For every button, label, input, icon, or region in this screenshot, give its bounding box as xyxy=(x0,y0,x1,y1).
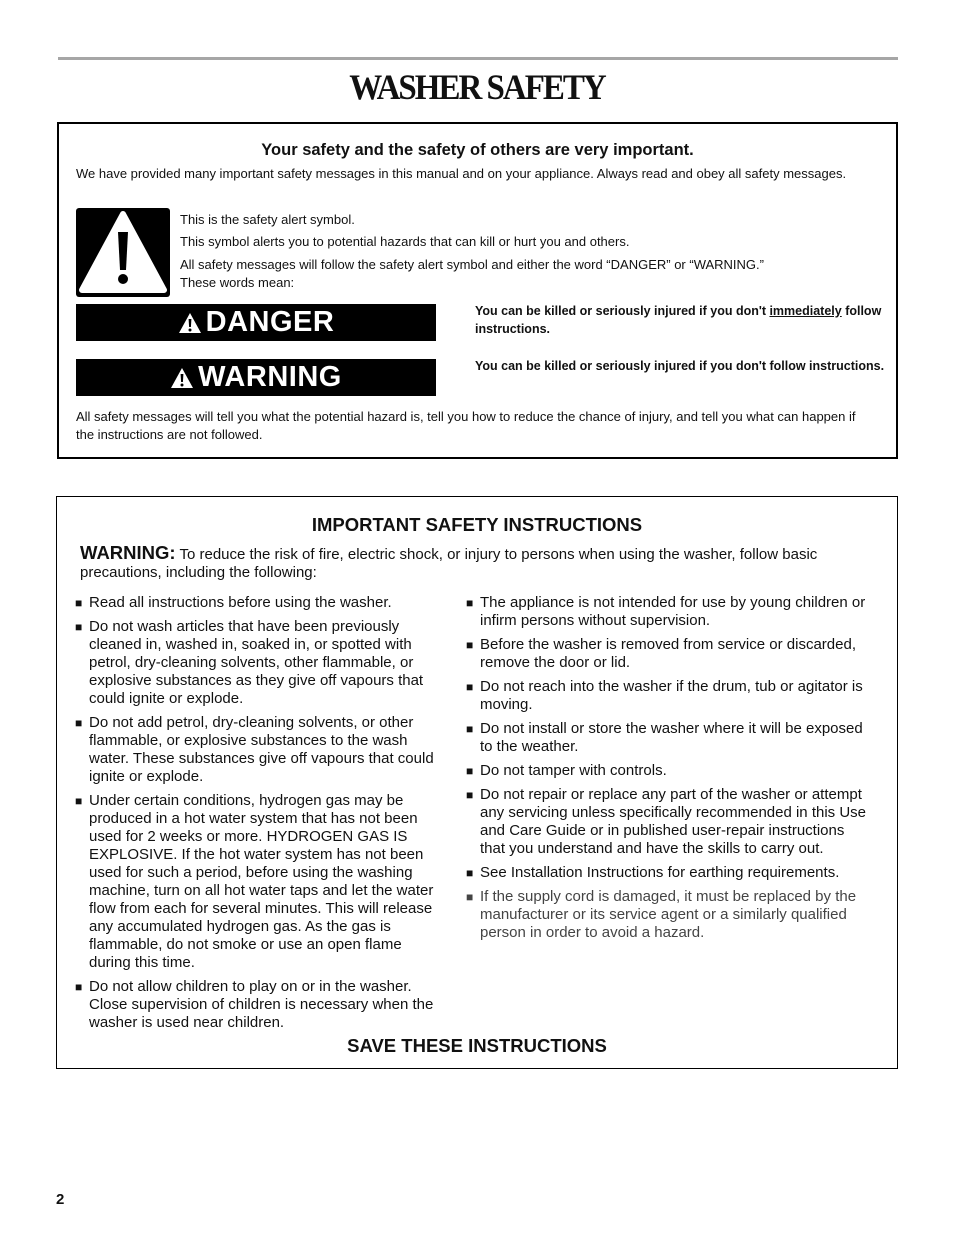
warning-desc-end: instructions. xyxy=(805,359,885,373)
list-item-text: Read all instructions before using the washer. xyxy=(89,594,392,611)
bullet-square-icon: ■ xyxy=(466,722,474,736)
warning-inline-text: To reduce the risk of fire, electric shock, or injury to persons when using the washer, follow basic precautions, including the following: xyxy=(80,546,818,581)
bullet-square-icon: ■ xyxy=(466,866,474,880)
list-item-text: Do not add petrol, dry-cleaning solvents, or other flammable, or explosive substances to the wash water. These substances give off vapours that could ignite or explode. xyxy=(89,714,434,785)
page-number: 2 xyxy=(56,1191,65,1208)
danger-desc-emphasis: immediately xyxy=(769,304,842,318)
save-instructions-footer: SAVE THESE INSTRUCTIONS xyxy=(347,1035,607,1056)
safety-intro-box xyxy=(57,122,898,459)
bullet-square-icon: ■ xyxy=(75,794,83,808)
danger-description xyxy=(475,302,890,338)
warning-label: WARNING xyxy=(198,361,342,393)
safety-intro-heading: Your safety and the safety of others are very important. xyxy=(261,141,694,159)
list-item xyxy=(75,792,435,972)
list-item xyxy=(75,618,435,708)
safety-instructions-box xyxy=(56,496,898,1069)
instructions-warning xyxy=(80,544,870,582)
list-item xyxy=(466,720,866,756)
list-item-text: Before the washer is removed from service or discarded, remove the door or lid. xyxy=(480,636,856,671)
top-rule xyxy=(58,57,898,60)
list-item-text: Do not wash articles that have been previously cleaned in, washed in, soaked in, or spotted with petrol, dry-cleaning solvents, other flammable, or explosive substances as they give off vapours that could ignite or explode. xyxy=(89,618,424,707)
symbol-line-4: These words mean: xyxy=(180,275,295,290)
bullet-square-icon: ■ xyxy=(466,764,474,778)
symbol-line-1: This is the safety alert symbol. xyxy=(180,212,355,227)
warning-inline-label: WARNING: xyxy=(80,542,176,563)
page-title: WASHER SAFETY xyxy=(349,68,605,108)
list-item-text: Do not install or store the washer where it will be exposed to the weather. xyxy=(480,720,863,755)
danger-banner xyxy=(76,304,436,341)
danger-label: DANGER xyxy=(205,306,335,338)
list-item-text: Do not allow children to play on or in the washer. Close supervision of children is necessary when the washer is used near children. xyxy=(89,978,434,1031)
bullet-square-icon: ■ xyxy=(75,620,83,634)
warning-description xyxy=(475,357,890,375)
warning-desc-emphasis: follow xyxy=(769,359,806,373)
bullet-square-icon: ■ xyxy=(466,890,474,904)
warning-banner xyxy=(76,359,436,396)
list-item-text: Under certain conditions, hydrogen gas may be produced in a hot water system that has not been used for 2 weeks or more. HYDROGEN GAS IS EXPLOSIVE. If the hot water system has not been used for such a period, before using the washing machine, turn on all hot water taps and let the water flow from each for several minutes. This will release any accumulated hydrogen gas. As the gas is flammable, do not smoke or use an open flame during this time. xyxy=(89,792,434,971)
bullet-square-icon: ■ xyxy=(75,980,83,994)
bullet-square-icon: ■ xyxy=(466,638,474,652)
list-item xyxy=(466,864,866,882)
danger-desc-text: You can be killed or seriously injured if you don't xyxy=(475,304,770,318)
danger-desc-end: follow instructions. xyxy=(475,304,882,336)
list-item xyxy=(75,978,435,1032)
list-item xyxy=(75,594,435,612)
instructions-left-column xyxy=(75,594,435,1038)
list-item-text: If the supply cord is damaged, it must be replaced by the manufacturer or its service agent or a similarly qualified person in order to avoid a hazard. xyxy=(480,888,857,941)
list-item-text: See Installation Instructions for earthing requirements. xyxy=(480,864,840,881)
bullet-square-icon: ■ xyxy=(466,680,474,694)
list-item-text: Do not tamper with controls. xyxy=(480,762,667,779)
instructions-right-column xyxy=(466,594,866,948)
safety-intro-footer: All safety messages will tell you what the potential hazard is, tell you how to reduce the chance of injury, and tell you what can happen if the instructions are not followed. xyxy=(76,409,856,442)
list-item xyxy=(466,786,866,858)
list-item xyxy=(466,636,866,672)
warning-desc-text: You can be killed or seriously injured if you don't xyxy=(475,359,770,373)
symbol-line-3: All safety messages will follow the safety alert symbol and either the word “DANGER” or “WARNING.” xyxy=(180,257,764,272)
list-item-text: The appliance is not intended for use by young children or infirm persons without supervision. xyxy=(480,594,866,629)
bullet-square-icon: ■ xyxy=(466,788,474,802)
instructions-heading: IMPORTANT SAFETY INSTRUCTIONS xyxy=(311,514,643,535)
symbol-line-2: This symbol alerts you to potential hazards that can kill or hurt you and others. xyxy=(180,234,630,249)
safety-intro-text: We have provided many important safety messages in this manual and on your appliance. Always read and obey all safety messages. xyxy=(76,166,847,181)
alert-triangle-icon xyxy=(178,312,202,334)
bullet-square-icon: ■ xyxy=(466,596,474,610)
list-item xyxy=(466,594,866,630)
alert-triangle-icon xyxy=(170,367,194,389)
list-item xyxy=(75,714,435,786)
bullet-square-icon: ■ xyxy=(75,716,83,730)
safety-alert-symbol-icon xyxy=(76,208,170,297)
list-item xyxy=(466,678,866,714)
list-item-text: Do not reach into the washer if the drum, tub or agitator is moving. xyxy=(480,678,863,713)
bullet-square-icon: ■ xyxy=(75,596,83,610)
list-item xyxy=(466,762,866,780)
list-item-text: Do not repair or replace any part of the washer or attempt any servicing unless specifically recommended in this Use and Care Guide or in published user-repair instructions that you understand and have the skills to carry out. xyxy=(480,786,867,857)
list-item xyxy=(466,888,866,942)
